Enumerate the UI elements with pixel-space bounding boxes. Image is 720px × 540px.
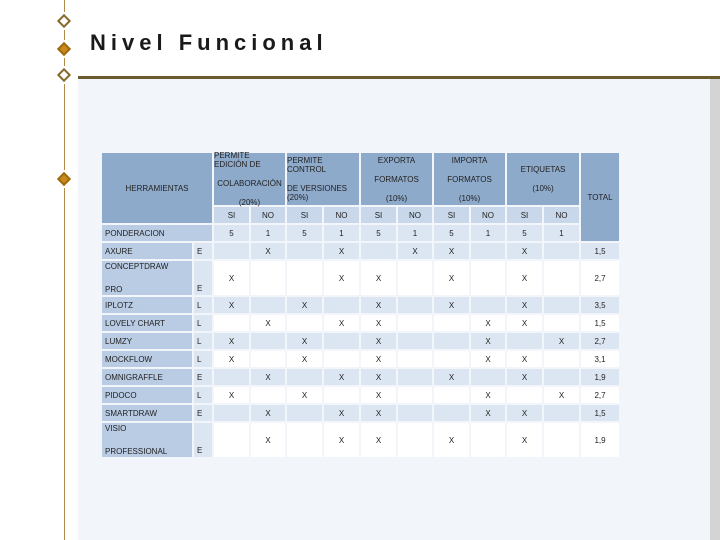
empty-cell bbox=[507, 387, 542, 403]
empty-cell bbox=[434, 315, 469, 331]
tool-name-text: IPLOTZ bbox=[105, 300, 134, 310]
diamond-icon bbox=[57, 172, 71, 186]
x-mark: X bbox=[471, 315, 505, 331]
si-header: SI bbox=[507, 207, 542, 223]
ponderacion-si-value: 5 bbox=[507, 225, 542, 241]
x-mark: X bbox=[361, 315, 396, 331]
x-mark: X bbox=[324, 315, 359, 331]
license-type: E bbox=[194, 261, 212, 295]
x-mark: X bbox=[324, 405, 359, 421]
row-total: 1,5 bbox=[581, 405, 619, 421]
empty-cell bbox=[434, 333, 469, 349]
empty-cell bbox=[214, 369, 249, 385]
diamond-icon bbox=[57, 68, 71, 82]
x-mark: X bbox=[251, 405, 285, 421]
diamond-icon bbox=[57, 14, 71, 28]
x-mark: X bbox=[471, 405, 505, 421]
criterion-line2: FORMATOS bbox=[374, 174, 419, 184]
x-mark: X bbox=[287, 351, 322, 367]
empty-cell bbox=[251, 261, 285, 295]
empty-cell bbox=[398, 333, 432, 349]
x-mark: X bbox=[434, 369, 469, 385]
criterion-line2: (10%) bbox=[532, 184, 554, 193]
empty-cell bbox=[361, 243, 396, 259]
x-mark: X bbox=[507, 351, 542, 367]
no-header: NO bbox=[544, 207, 579, 223]
tool-name bbox=[102, 243, 192, 259]
x-mark: X bbox=[324, 261, 359, 295]
tool-name-text: PIDOCO bbox=[105, 390, 137, 400]
diamond-icon bbox=[57, 42, 71, 56]
tool-name-text: LUMZY bbox=[105, 336, 133, 346]
criterion-weight: (10%) bbox=[385, 193, 408, 203]
empty-cell bbox=[324, 387, 359, 403]
x-mark: X bbox=[214, 297, 249, 313]
tool-name-text: PROFESSIONAL bbox=[105, 447, 168, 456]
tool-name bbox=[102, 315, 192, 331]
criterion-line2: FORMATOS bbox=[447, 174, 492, 184]
x-mark: X bbox=[434, 261, 469, 295]
empty-cell bbox=[287, 243, 322, 259]
left-decoration-strip bbox=[0, 0, 78, 540]
x-mark: X bbox=[214, 333, 249, 349]
x-mark: X bbox=[214, 387, 249, 403]
tool-name bbox=[102, 261, 192, 295]
tool-name-text: PRO bbox=[105, 285, 123, 294]
empty-cell bbox=[251, 351, 285, 367]
empty-cell bbox=[544, 261, 579, 295]
x-mark: X bbox=[398, 243, 432, 259]
x-mark: X bbox=[544, 387, 579, 403]
criterion-line1: PERMITE CONTROL bbox=[287, 156, 327, 174]
empty-cell bbox=[287, 369, 322, 385]
ponderacion-no-value: 1 bbox=[544, 225, 579, 241]
criterion-line2: DE VERSIONES (20%) bbox=[287, 184, 348, 202]
empty-cell bbox=[471, 297, 505, 313]
empty-cell bbox=[398, 261, 432, 295]
x-mark: X bbox=[507, 369, 542, 385]
tool-name bbox=[102, 297, 192, 313]
x-mark: X bbox=[251, 243, 285, 259]
no-header: NO bbox=[398, 207, 432, 223]
tool-name-text: MOCKFLOW bbox=[105, 354, 153, 364]
license-type: L bbox=[194, 315, 212, 331]
x-mark: X bbox=[251, 315, 285, 331]
license-type: L bbox=[194, 351, 212, 367]
criterion-line1: EXPORTA bbox=[377, 155, 416, 165]
empty-cell bbox=[544, 243, 579, 259]
x-mark: X bbox=[507, 243, 542, 259]
x-mark: X bbox=[361, 261, 396, 295]
empty-cell bbox=[544, 369, 579, 385]
empty-cell bbox=[398, 351, 432, 367]
x-mark: X bbox=[507, 423, 542, 457]
criterion-line1: IMPORTA bbox=[451, 155, 488, 165]
ponderacion-si-value: 5 bbox=[214, 225, 249, 241]
si-header: SI bbox=[287, 207, 322, 223]
empty-cell bbox=[544, 405, 579, 421]
row-total: 2,7 bbox=[581, 261, 619, 295]
no-header: NO bbox=[471, 207, 505, 223]
empty-cell bbox=[251, 297, 285, 313]
empty-cell bbox=[324, 333, 359, 349]
license-type: L bbox=[194, 333, 212, 349]
x-mark: X bbox=[361, 369, 396, 385]
empty-cell bbox=[287, 315, 322, 331]
license-type: L bbox=[194, 297, 212, 313]
x-mark: X bbox=[434, 243, 469, 259]
divider bbox=[64, 84, 65, 170]
x-mark: X bbox=[507, 315, 542, 331]
empty-cell bbox=[544, 351, 579, 367]
no-header: NO bbox=[251, 207, 285, 223]
ponderacion-no-value: 1 bbox=[398, 225, 432, 241]
divider bbox=[64, 188, 65, 540]
x-mark: X bbox=[324, 423, 359, 457]
empty-cell bbox=[398, 297, 432, 313]
tool-name-text: AXURE bbox=[105, 246, 133, 256]
empty-cell bbox=[287, 261, 322, 295]
empty-cell bbox=[434, 405, 469, 421]
license-type: E bbox=[194, 405, 212, 421]
herramientas-header: HERRAMIENTAS bbox=[102, 153, 212, 223]
x-mark: X bbox=[471, 333, 505, 349]
license-type: E bbox=[194, 423, 212, 457]
x-mark: X bbox=[507, 261, 542, 295]
x-mark: X bbox=[214, 261, 249, 295]
empty-cell bbox=[251, 387, 285, 403]
criterion-line1: PERMITE EDICIÓN DE bbox=[214, 151, 261, 169]
criterion-header bbox=[287, 153, 359, 205]
empty-cell bbox=[251, 333, 285, 349]
x-mark: X bbox=[361, 297, 396, 313]
no-header: NO bbox=[324, 207, 359, 223]
ponderacion-si-value: 5 bbox=[434, 225, 469, 241]
x-mark: X bbox=[287, 387, 322, 403]
empty-cell bbox=[214, 243, 249, 259]
x-mark: X bbox=[361, 387, 396, 403]
row-total: 1,9 bbox=[581, 423, 619, 457]
x-mark: X bbox=[507, 297, 542, 313]
criterion-line1: ETIQUETAS bbox=[520, 165, 566, 174]
empty-cell bbox=[398, 405, 432, 421]
si-header: SI bbox=[214, 207, 249, 223]
tool-name-text: LOVELY CHART bbox=[105, 318, 166, 328]
empty-cell bbox=[398, 369, 432, 385]
x-mark: X bbox=[434, 423, 469, 457]
row-total: 1,5 bbox=[581, 315, 619, 331]
row-total: 3,5 bbox=[581, 297, 619, 313]
empty-cell bbox=[214, 423, 249, 457]
divider bbox=[64, 0, 65, 12]
total-header: TOTAL bbox=[581, 153, 619, 241]
empty-cell bbox=[324, 351, 359, 367]
empty-cell bbox=[287, 405, 322, 421]
tool-name bbox=[102, 333, 192, 349]
x-mark: X bbox=[324, 243, 359, 259]
ponderacion-no-value: 1 bbox=[471, 225, 505, 241]
x-mark: X bbox=[434, 297, 469, 313]
empty-cell bbox=[287, 423, 322, 457]
license-type: E bbox=[194, 369, 212, 385]
empty-cell bbox=[214, 405, 249, 421]
x-mark: X bbox=[507, 405, 542, 421]
x-mark: X bbox=[251, 369, 285, 385]
row-total: 2,7 bbox=[581, 333, 619, 349]
license-type: E bbox=[194, 243, 212, 259]
divider bbox=[64, 30, 65, 40]
empty-cell bbox=[471, 243, 505, 259]
x-mark: X bbox=[287, 297, 322, 313]
ponderacion-no-value: 1 bbox=[251, 225, 285, 241]
right-bar bbox=[710, 79, 720, 540]
tool-name-text: SMARTDRAW bbox=[105, 408, 157, 418]
x-mark: X bbox=[251, 423, 285, 457]
x-mark: X bbox=[544, 333, 579, 349]
tool-name bbox=[102, 423, 192, 457]
x-mark: X bbox=[361, 351, 396, 367]
tool-name bbox=[102, 351, 192, 367]
si-header: SI bbox=[361, 207, 396, 223]
ponderacion-si-value: 5 bbox=[361, 225, 396, 241]
criterion-weight: (10%) bbox=[458, 193, 481, 203]
empty-cell bbox=[214, 315, 249, 331]
divider bbox=[64, 58, 65, 66]
criterion-header bbox=[434, 153, 505, 205]
ponderacion-si-value: 5 bbox=[287, 225, 322, 241]
x-mark: X bbox=[361, 405, 396, 421]
x-mark: X bbox=[287, 333, 322, 349]
ponderacion-no-value: 1 bbox=[324, 225, 359, 241]
tool-name bbox=[102, 387, 192, 403]
empty-cell bbox=[471, 369, 505, 385]
license-type: L bbox=[194, 387, 212, 403]
criterion-weight: (20%) bbox=[238, 198, 261, 207]
criterion-header bbox=[214, 153, 285, 205]
tool-name-text: OMNIGRAFFLE bbox=[105, 372, 163, 382]
x-mark: X bbox=[361, 333, 396, 349]
empty-cell bbox=[544, 297, 579, 313]
x-mark: X bbox=[214, 351, 249, 367]
empty-cell bbox=[544, 315, 579, 331]
x-mark: X bbox=[471, 351, 505, 367]
empty-cell bbox=[471, 261, 505, 295]
empty-cell bbox=[434, 387, 469, 403]
empty-cell bbox=[507, 333, 542, 349]
empty-cell bbox=[471, 423, 505, 457]
ponderacion-label: PONDERACION bbox=[102, 225, 212, 241]
empty-cell bbox=[544, 423, 579, 457]
empty-cell bbox=[398, 315, 432, 331]
empty-cell bbox=[434, 351, 469, 367]
tool-name-text: VISIO bbox=[105, 424, 127, 433]
x-mark: X bbox=[471, 387, 505, 403]
empty-cell bbox=[398, 423, 432, 457]
si-header: SI bbox=[434, 207, 469, 223]
empty-cell bbox=[324, 297, 359, 313]
tool-name-text: CONCEPTDRAW bbox=[105, 262, 169, 271]
row-total: 1,5 bbox=[581, 243, 619, 259]
page-title: Nivel Funcional bbox=[90, 30, 328, 55]
criterion-header bbox=[507, 153, 579, 205]
tool-name bbox=[102, 405, 192, 421]
row-total: 3,1 bbox=[581, 351, 619, 367]
row-total: 1,9 bbox=[581, 369, 619, 385]
criterion-header bbox=[361, 153, 432, 205]
criterion-line2: COLABORACIÓN bbox=[217, 179, 282, 188]
empty-cell bbox=[398, 387, 432, 403]
tool-name bbox=[102, 369, 192, 385]
x-mark: X bbox=[324, 369, 359, 385]
row-total: 2,7 bbox=[581, 387, 619, 403]
x-mark: X bbox=[361, 423, 396, 457]
